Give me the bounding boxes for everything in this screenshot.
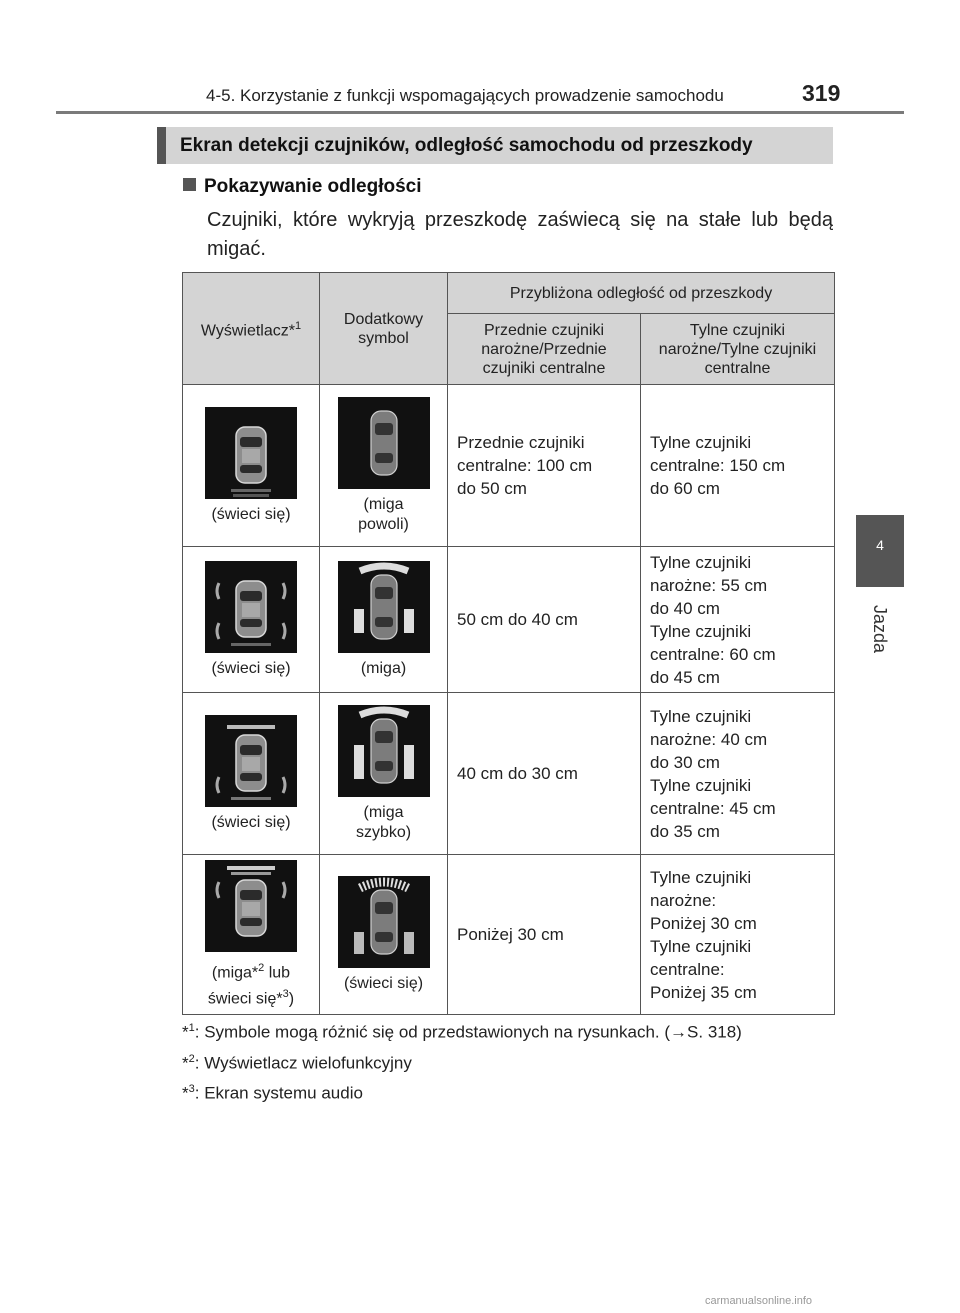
car-display-icon (205, 407, 297, 499)
footnote: *$^2$: Wyświetlacz wielofunkcyjny (182, 1053, 412, 1073)
rear-distance-cell: Tylne czujniki centralne: 150 cm do 60 cm (641, 385, 835, 547)
chapter-tab-label: Jazda (870, 604, 890, 654)
front-distance-cell: 40 cm do 30 cm (448, 693, 641, 855)
page-number: 319 (802, 80, 841, 106)
intro-paragraph: Czujniki, które wykryją przeszkodę zaświecą się na stałe lub będą migać. (207, 209, 833, 260)
car-symbol-icon (338, 561, 430, 653)
symbol-caption: (miga powoli) (358, 495, 409, 533)
front-distance-cell: 50 cm do 40 cm (448, 547, 641, 693)
table-row (183, 547, 835, 693)
rear-distance-cell: Tylne czujniki narożne: 40 cm do 30 cm Tylne czujniki centralne: 45 cm do 35 cm (641, 693, 835, 855)
footnote: *$^1$: Symbole mogą różnić się od przedstawionych na rysunkach. (→S. 318) (182, 1022, 742, 1042)
rear-distance-cell: Tylne czujniki narożne: 55 cm do 40 cm Tylne czujniki centralne: 60 cm do 45 cm (641, 547, 835, 693)
section-heading-bar (157, 127, 833, 164)
car-symbol-icon (338, 876, 430, 968)
symbol-caption: (miga szybko) (355, 803, 412, 841)
display-caption: (miga*$^2$ lub świeci się*$^3$) (207, 962, 295, 1007)
display-image-cell (183, 855, 320, 1015)
col-header-front: Przednie czujniki narożne/Przednie czujniki centralne (448, 314, 641, 385)
bullet-heading-text: Pokazywanie odległości (204, 176, 422, 197)
chapter-header: 4-5. Korzystanie z funkcji wspomagających prowadzenie samochodu (206, 86, 724, 105)
symbol-image-cell (320, 693, 448, 855)
sensor-distance-table (182, 272, 835, 1015)
symbol-caption: (świeci się) (343, 974, 424, 992)
symbol-caption: (miga) (360, 659, 407, 677)
chapter-tab: 4 (856, 515, 904, 587)
car-display-icon (205, 860, 297, 952)
display-caption: (świeci się) (211, 505, 291, 523)
car-display-icon (205, 715, 297, 807)
symbol-image-cell (320, 547, 448, 693)
col-header-rear: Tylne czujniki narożne/Tylne czujniki centralne (641, 314, 835, 385)
display-image-cell (183, 547, 320, 693)
display-image-cell (183, 693, 320, 855)
col-header-symbol: Dodatkowy symbol (320, 273, 448, 385)
col-header-display: Wyświetlacz*$^1$ (183, 273, 320, 385)
display-caption: (świeci się) (211, 813, 291, 831)
bullet-heading (183, 176, 422, 198)
car-symbol-icon (338, 397, 430, 489)
front-distance-cell: Przednie czujniki centralne: 100 cm do 50 cm (448, 385, 641, 547)
col-header-distance: Przybliżona odległość od przeszkody (448, 273, 835, 314)
footnote: *$^3$: Ekran systemu audio (182, 1083, 363, 1103)
table-row (183, 855, 835, 1015)
table-row (183, 385, 835, 547)
car-display-icon (205, 561, 297, 653)
symbol-image-cell (320, 855, 448, 1015)
rear-distance-cell: Tylne czujniki narożne: Poniżej 30 cm Tylne czujniki centralne: Poniżej 35 cm (641, 855, 835, 1015)
bullet-square-icon (183, 178, 196, 191)
car-symbol-icon (338, 705, 430, 797)
display-caption: (świeci się) (211, 659, 291, 677)
header-divider (56, 111, 904, 114)
symbol-image-cell (320, 385, 448, 547)
section-title: Ekran detekcji czujników, odległość samochodu od przeszkody (180, 135, 753, 156)
display-image-cell (183, 385, 320, 547)
table-row (183, 693, 835, 855)
watermark: carmanualsonline.info (705, 1295, 813, 1307)
front-distance-cell: Poniżej 30 cm (448, 855, 641, 1015)
